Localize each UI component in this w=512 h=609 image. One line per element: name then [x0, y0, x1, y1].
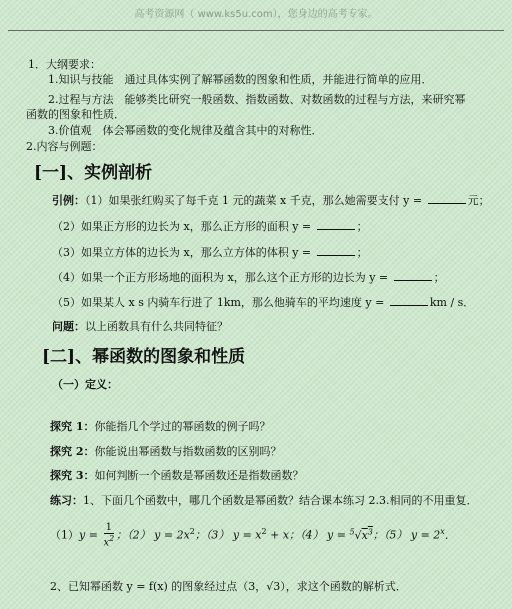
item-1-label: （1）: [50, 528, 79, 542]
q5-text: （5）如果某人 x s 内骑车行进了 1km，那么他骑车的平均速度 y =: [52, 296, 388, 309]
question-text: 以上函数具有什么共同特征？: [85, 320, 228, 333]
page-header: 高考资源网（ www.ks5u.com），您身边的高考专家。: [134, 9, 378, 20]
q1-text: （1）如果张红购买了每千克 1 元的蔬菜 x 千克，那么她需要支付 y =: [85, 194, 426, 207]
lead-label: 引例：: [52, 194, 85, 207]
section-2-heading: [二]、幂函数的图象和性质: [42, 347, 246, 367]
q3: [52, 245, 368, 260]
explore-1-label: 探究 1：: [50, 420, 95, 433]
q5-end: km / s．: [429, 296, 475, 309]
explore-3: [50, 469, 303, 483]
function-list: （1）y = $\frac{1}{x^2}$ ；（2） $y = 2x^2$；（3） $y = x^2 + x$；（4） $y = ^5√x^3$；（5） $y = 2^x$．: [50, 522, 456, 549]
definition-heading: （一）定义：: [52, 378, 118, 391]
exercise-label: 练习：: [50, 494, 83, 507]
q3-end: ；: [356, 246, 368, 259]
blank: [317, 245, 355, 256]
explore-2-text: 你能说出幂函数与指数函数的区别吗？: [94, 445, 282, 458]
blank: [394, 270, 432, 281]
question-label: 问题：: [52, 320, 85, 333]
exercise-1: [50, 494, 477, 508]
goal-process-1: 2.过程与方法 能够类比研究一般函数、指数函数、对数函数的过程与方法，来研究幂: [48, 93, 466, 106]
blank: [428, 193, 466, 204]
item-4-radical: $^5√x^3$: [349, 527, 373, 542]
q1-end: 元；: [467, 194, 490, 207]
goal-process-2: 函数的图象和性质．: [26, 108, 125, 121]
explore-2: [50, 445, 281, 459]
exercise-2: 2、已知幂函数 y = f(x) 的图象经过点（3，√3），求这个函数的解析式．: [50, 580, 407, 593]
outline-title: 1．大纲要求：: [28, 58, 101, 71]
item-end: ．: [444, 528, 456, 542]
item-3-rest: + x；（4） y =: [266, 528, 350, 542]
q5: [52, 295, 474, 310]
q2-text: （2）如果正方形的边长为 x，那么正方形的面积 y =: [52, 220, 315, 233]
goal-values: 3.价值观 体会幂函数的变化规律及蕴含其中的对称性．: [48, 124, 323, 137]
header-rule: [8, 30, 504, 31]
lead-q1: [52, 193, 490, 208]
question: [52, 320, 228, 334]
exercise-1-text: 1、下面几个函数中，哪几个函数是幂函数？结合课本练习 2.3.相同的不用重复．: [83, 494, 478, 507]
item-5: ；（5） y = 2: [372, 528, 441, 542]
explore-1-text: 你能指几个学过的幂函数的例子吗？: [94, 420, 271, 433]
item-3: ；（3） y = x: [194, 528, 262, 542]
explore-3-label: 探究 3：: [50, 469, 95, 482]
explore-2-label: 探究 2：: [50, 445, 95, 458]
blank: [390, 295, 428, 306]
q4-text: （4）如果一个正方形场地的面积为 x，那么这个正方形的边长为 y =: [52, 271, 392, 284]
q3-text: （3）如果立方体的边长为 x，那么立方体的体积 y =: [52, 246, 315, 259]
content-title: 2.内容与例题：: [26, 140, 103, 153]
q2-end: ；: [356, 220, 368, 233]
q4-end: ；: [433, 271, 445, 284]
explore-1: [50, 420, 270, 434]
q4: [52, 270, 445, 285]
section-1-heading: [一]、实例剖析: [34, 163, 153, 183]
item-2: ；（2） y = 2x: [116, 528, 190, 542]
q2: [52, 219, 368, 234]
item-1-lhs: y =: [79, 528, 102, 542]
blank: [317, 219, 355, 230]
fraction-1-over-x2: $\frac{1}{x^2}$: [103, 522, 115, 549]
goal-knowledge: 1.知识与技能 通过具体实例了解幂函数的图象和性质，并能进行简单的应用．: [48, 73, 433, 86]
explore-3-text: 如何判断一个函数是幂函数还是指数函数？: [94, 469, 304, 482]
